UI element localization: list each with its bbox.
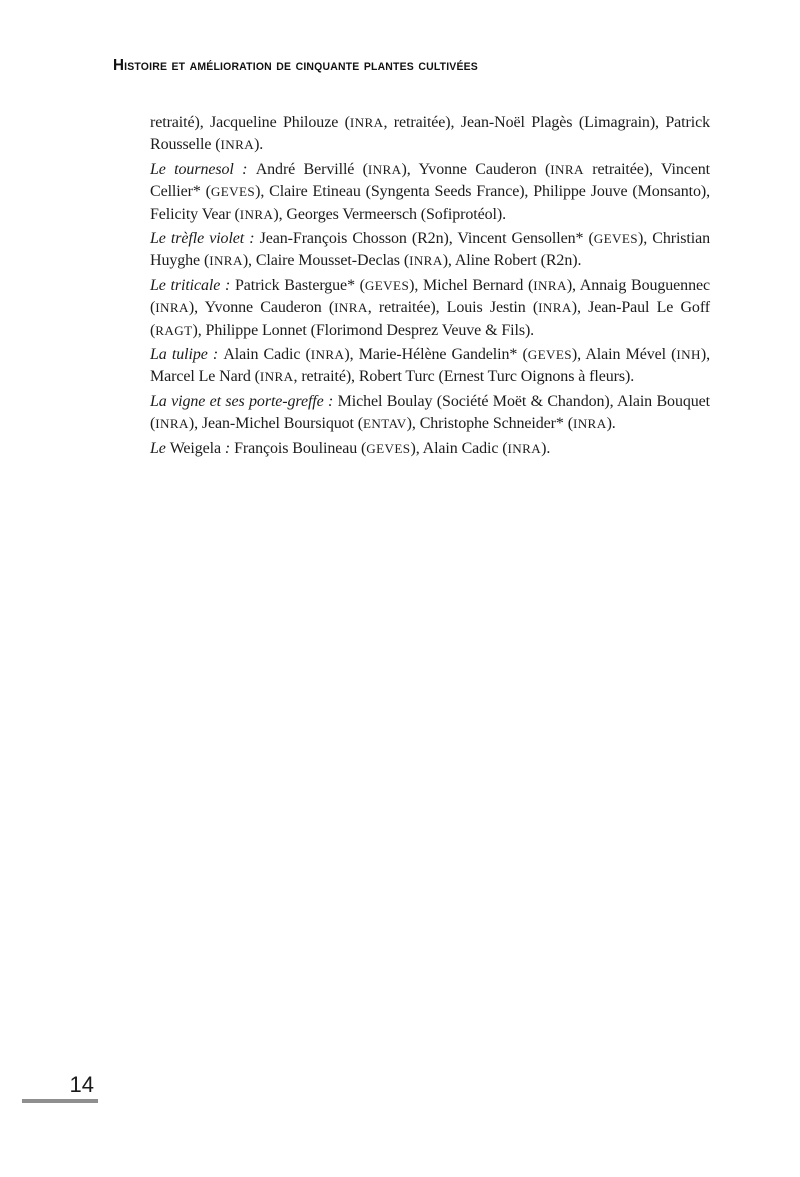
text-run: ), Philippe Lonnet (Florimond Desprez Veuve & Fils). xyxy=(192,321,535,339)
acronym: INRA xyxy=(538,300,572,316)
paragraph xyxy=(150,344,710,389)
text-run: ), Aline Robert (R2n). xyxy=(442,252,582,270)
text-run: François Boulineau ( xyxy=(234,439,367,457)
text-run: ). xyxy=(254,136,264,154)
acronym: GEVES xyxy=(593,231,638,247)
acronym: INRA xyxy=(572,416,607,432)
text-run: ), Jean-Michel Boursiquot ( xyxy=(188,415,364,433)
text-run: Jean-François Chosson (R2n), Vincent Gensollen* ( xyxy=(259,230,594,248)
text-run: ), Marcel Le Nard ( xyxy=(150,346,710,386)
text-run: ), Christophe Schneider* ( xyxy=(406,415,573,433)
text-run: ), Claire Mousset-Declas ( xyxy=(242,252,410,270)
acronym: INRA xyxy=(209,253,243,269)
acronym: INRA xyxy=(507,440,542,456)
text-run: ). xyxy=(606,415,616,433)
paragraph xyxy=(150,228,710,273)
acronym: INRA xyxy=(155,300,189,316)
text-run: retraité), Jacqueline Philouze ( xyxy=(150,114,350,131)
species-lead-in: Le tournesol : xyxy=(150,160,256,178)
paragraph xyxy=(150,275,710,342)
text-run: ), Yvonne Cauderon ( xyxy=(188,299,335,317)
text-run: ), Alain Mével ( xyxy=(571,346,677,364)
paragraph xyxy=(150,438,710,460)
page-number: 14 xyxy=(69,1072,94,1097)
text-run: ). xyxy=(541,439,551,457)
text-run: ), Jean-Paul Le Goff ( xyxy=(150,299,710,339)
footer-rule xyxy=(22,1099,98,1103)
species-lead-in: La tulipe : xyxy=(150,346,224,364)
text-run: Michel Boulay (Société Moët & Chandon), Alain Bouquet ( xyxy=(150,392,710,433)
acronym: INRA xyxy=(310,347,345,363)
species-lead-in: Le xyxy=(150,439,170,457)
acronym: INRA xyxy=(220,137,255,153)
acronym: INRA xyxy=(533,277,567,293)
species-lead-in: Le triticale : xyxy=(150,276,235,294)
acronym: RAGT xyxy=(155,322,193,338)
text-run: , retraitée), Jean-Noël Plagès (Limagrain), Patrick Rousselle ( xyxy=(150,114,710,154)
acronym: GEVES xyxy=(364,277,410,293)
species-lead-in: La vigne et ses porte-greffe : xyxy=(150,392,338,410)
text-run: Alain Cadic ( xyxy=(223,346,311,364)
acronym: GEVES xyxy=(366,440,411,456)
text-run: André Bervillé ( xyxy=(255,160,368,178)
text-run: , retraité), Robert Turc (Ernest Turc Oignons à fleurs). xyxy=(293,368,635,386)
acronym: INH xyxy=(676,347,701,363)
text-run: retraitée), Vincent Cellier* ( xyxy=(150,160,710,201)
text-run: ), Michel Bernard ( xyxy=(409,276,534,294)
text-run: ), Claire Etineau (Syngenta Seeds France), Philippe Jouve (Monsanto), Felicity Vear ( xyxy=(150,183,710,223)
acronym: GEVES xyxy=(210,184,256,200)
acronym: INRA xyxy=(334,300,368,316)
text-run: Weigela xyxy=(169,439,222,457)
acronym: INRA xyxy=(409,253,443,269)
text-run: ), Annaig Bouguennec ( xyxy=(150,276,710,317)
text-run: ), Yvonne Cauderon ( xyxy=(401,160,551,178)
text-run: Patrick Bastergue* ( xyxy=(234,276,365,294)
acronym: INRA xyxy=(550,161,584,177)
running-header: Histoire et amélioration de cinquante plantes cultivées xyxy=(113,57,478,74)
paragraph xyxy=(150,112,710,157)
text-run: ), Georges Vermeersch (Sofiprotéol). xyxy=(273,205,507,223)
text-run: ), Marie-Hélène Gandelin* ( xyxy=(344,346,528,364)
acronym: INRA xyxy=(155,416,189,432)
species-lead-in: Le trèfle violet : xyxy=(150,230,260,248)
acronym: GEVES xyxy=(527,347,572,363)
paragraph xyxy=(150,391,710,436)
paragraph xyxy=(150,159,710,226)
acronym: ENTAV xyxy=(363,416,407,432)
acronym: INRA xyxy=(239,206,274,222)
text-run: ), Alain Cadic ( xyxy=(410,439,508,457)
acronym: INRA xyxy=(259,369,294,385)
acronym: INRA xyxy=(349,115,384,130)
text-run: ), Christian Huyghe ( xyxy=(150,230,711,270)
acronym: INRA xyxy=(367,161,402,177)
species-lead-in: : xyxy=(221,439,235,457)
body-text-column xyxy=(150,112,710,462)
text-run: , retraitée), Louis Jestin ( xyxy=(367,299,539,317)
